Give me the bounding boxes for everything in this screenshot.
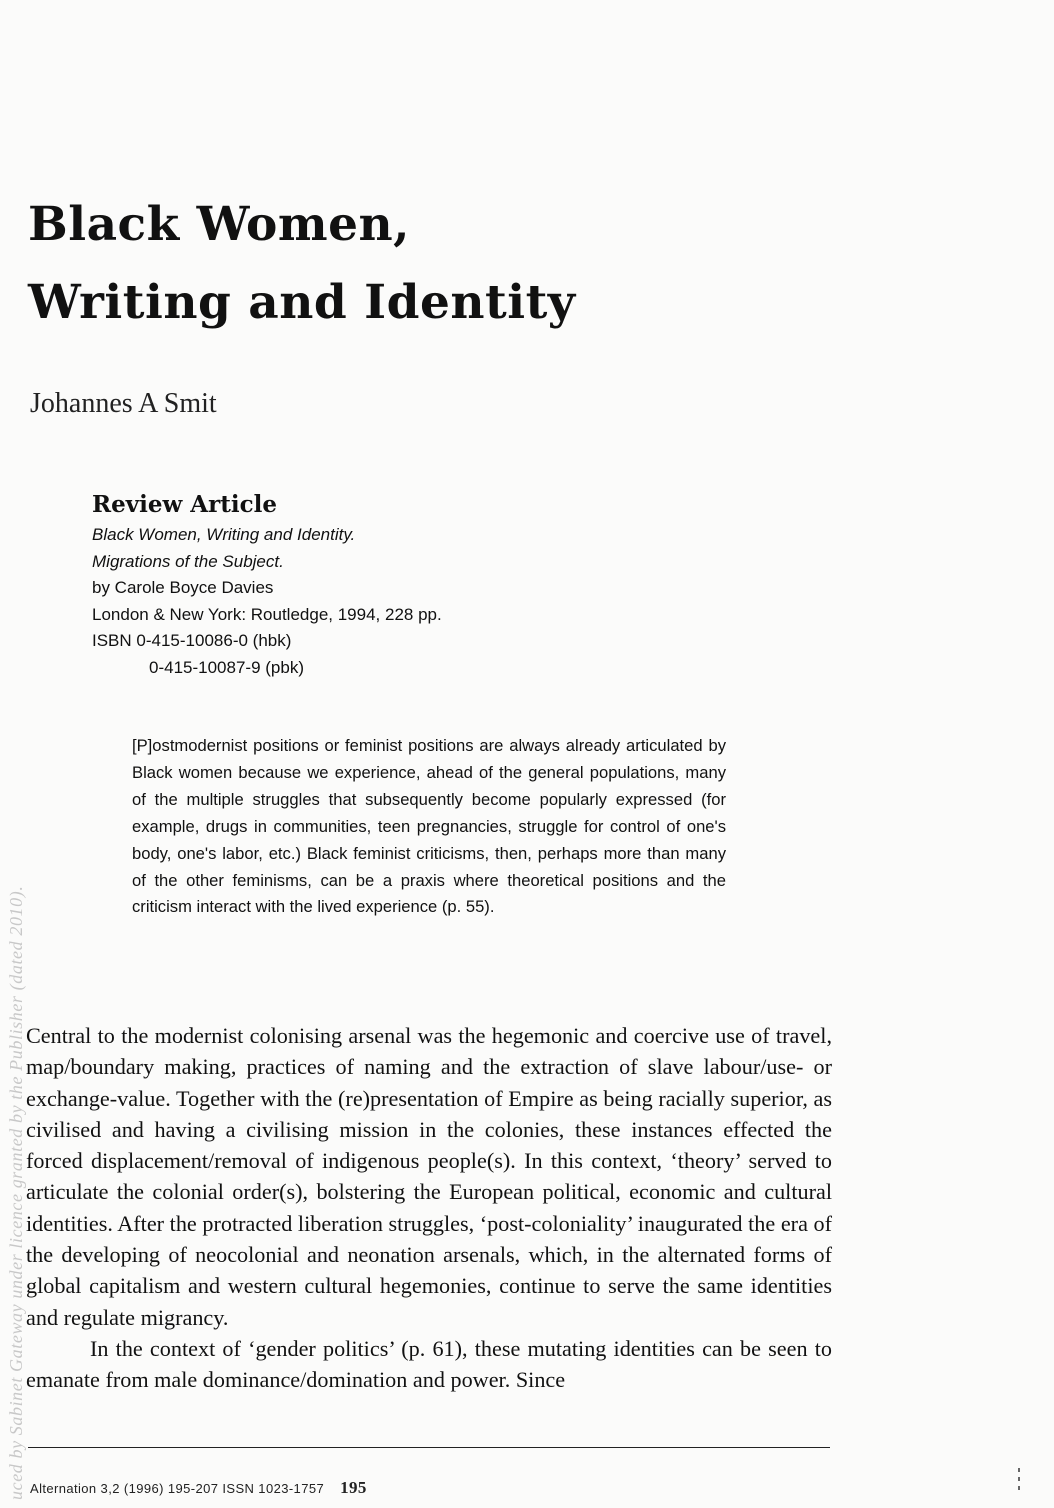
body-paragraph-2: In the context of ‘gender politics’ (p. 61), these mutating identities can be seen to emanate from male dominance/domination and power. Since xyxy=(26,1335,832,1393)
review-article-block xyxy=(92,488,442,681)
article-title xyxy=(28,186,576,342)
author-name: Johannes A Smit xyxy=(30,388,217,419)
book-publisher: London & New York: Routledge, 1994, 228 pp. xyxy=(92,604,442,624)
licence-watermark: uced by Sabinet Gateway under licence granted by the Publisher (dated 2010). xyxy=(6,885,26,1500)
journal-citation: Alternation 3,2 (1996) 195-207 ISSN 1023-1757 xyxy=(30,1481,325,1496)
footer-divider xyxy=(28,1447,830,1448)
epigraph-quote: [P]ostmodernist positions or feminist positions are always already articulated by Black women because we experience, ahead of the general populations, many of the multiple struggles that subsequently become popularly expressed (for example, drugs in communities, teen pregnancies, struggle for control of one's body, one's labor, etc.) Black feminist criticisms, then, perhaps more than many of the other feminisms, can be a praxis where theoretical positions and the criticism interact with the lived experience (p. 55). xyxy=(132,736,726,917)
page-footer xyxy=(30,1478,367,1498)
review-heading: Review Article xyxy=(92,491,277,518)
book-author: by Carole Boyce Davies xyxy=(92,578,274,597)
book-title-line-1: Black Women, Writing and Identity. xyxy=(92,525,356,544)
isbn-paperback: 0-415-10087-9 (pbk) xyxy=(149,657,304,677)
title-line-1: Black Women, xyxy=(28,197,411,252)
article-body xyxy=(26,1020,832,1396)
scan-edge-mark xyxy=(1018,1468,1020,1494)
body-paragraph-1: Central to the modernist colonising arsenal was the hegemonic and coercive use of travel, map/boundary making, practices of naming and the extraction of slave labour/use- or exchange-value. Together with the (re)presentation of Empire as being racially superior, as civilised and having a civilising mission in the colonies, these instances effected the forced displacement/removal of indigenous people(s). In this context, ‘theory’ served to articulate the colonial order(s), bolstering the European political, economic and cultural identities. After the protracted liberation struggles, ‘post-coloniality’ inaugurated the era of the developing of neocolonial and neonation arsenals, which, in the alternated forms of global capitalism and western cultural hegemonies, continue to serve the same identities and regulate migrancy. xyxy=(26,1023,832,1330)
page-number: 195 xyxy=(340,1478,367,1497)
title-line-2: Writing and Identity xyxy=(28,275,576,330)
book-title-line-2: Migrations of the Subject. xyxy=(92,551,284,571)
isbn-hardback: ISBN 0-415-10086-0 (hbk) xyxy=(92,631,292,650)
